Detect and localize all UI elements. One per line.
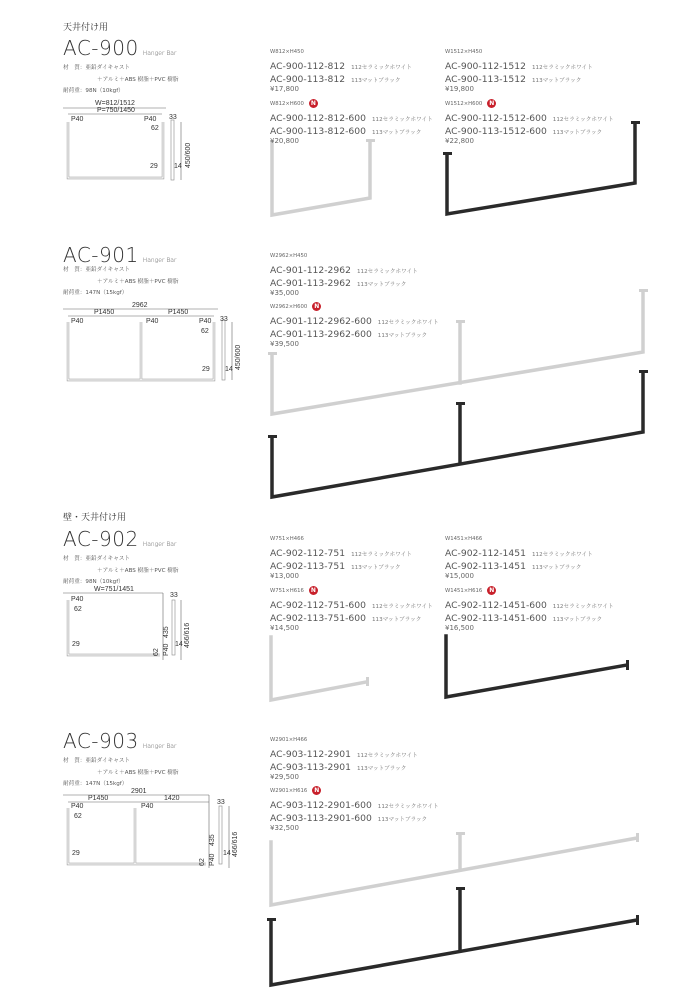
size-text: W1451×H466 xyxy=(445,536,483,542)
material-label: 材 質： xyxy=(63,556,86,562)
product-code: AC-901-113-2962-600 xyxy=(270,328,372,340)
color-name: 112セラミックホワイト xyxy=(377,320,439,326)
dim-label: 62 xyxy=(153,648,160,656)
load-row xyxy=(63,288,179,300)
product-row xyxy=(445,558,625,571)
dim-label: 62 xyxy=(199,858,206,866)
model-subtitle: Hanger Bar xyxy=(142,541,177,548)
ac-902-black-image xyxy=(446,636,627,697)
size-label xyxy=(445,47,625,58)
product-row xyxy=(270,746,450,759)
product-row xyxy=(270,58,450,71)
material-row xyxy=(63,756,179,768)
model-subtitle: Hanger Bar xyxy=(142,257,177,264)
product-code: AC-901-112-2962 xyxy=(270,265,351,276)
ac-901-black-image xyxy=(272,373,643,497)
size-label xyxy=(445,99,625,110)
spec-block xyxy=(63,554,179,589)
product-code: AC-902-113-751 xyxy=(270,560,346,572)
product-code: AC-900-113-1512 xyxy=(445,73,526,85)
size-label xyxy=(270,534,450,545)
variant-group xyxy=(445,586,625,634)
product-code: AC-903-113-2901 xyxy=(270,761,351,773)
color-name: 113マットブラック xyxy=(531,564,582,571)
spec-block xyxy=(63,265,179,300)
material-row xyxy=(63,63,179,75)
spec-block xyxy=(63,756,179,791)
color-name: 113マットブラック xyxy=(377,332,428,339)
model-name: AC-900 xyxy=(63,36,139,60)
model-title xyxy=(63,243,176,267)
color-name: 112セラミックホワイト xyxy=(552,604,614,610)
model-subtitle: Hanger Bar xyxy=(142,50,177,57)
size-text: W2901×H466 xyxy=(270,737,308,743)
variant-group xyxy=(270,586,450,634)
material-row-2: ＋アルミ＋ABS 樹脂＋PVC 樹脂 xyxy=(97,76,179,83)
dim-label: 2901 xyxy=(131,788,147,795)
dim-label: 435 xyxy=(163,626,170,638)
model-name: AC-901 xyxy=(63,243,139,267)
color-name: 112セラミックホワイト xyxy=(351,552,412,558)
price: ¥16,500 xyxy=(445,624,474,632)
color-name: 113マットブラック xyxy=(552,129,603,136)
model-title xyxy=(63,527,176,551)
diagram-ac-902-labels xyxy=(71,586,191,656)
color-name: 112セラミックホワイト xyxy=(356,753,418,759)
size-text: W2962×H450 xyxy=(270,253,308,259)
product-row xyxy=(445,597,625,610)
load-row xyxy=(63,86,179,98)
load-label: 耐荷重： xyxy=(63,88,86,94)
ac-900-white-image xyxy=(272,142,370,215)
product-row xyxy=(270,275,450,288)
dim-label: 29 xyxy=(150,163,158,170)
diagram-ac-901-labels xyxy=(71,302,242,373)
product-row xyxy=(270,71,450,84)
dim-label: P40 xyxy=(71,116,84,123)
product-code: AC-901-113-2962 xyxy=(270,277,351,289)
dim-label: 62 xyxy=(151,125,159,132)
price: ¥19,800 xyxy=(445,85,474,93)
dim-label: 33 xyxy=(169,114,177,121)
color-name: 112セラミックホワイト xyxy=(552,117,614,123)
product-code: AC-900-112-1512 xyxy=(445,61,526,72)
dim-label: P40 xyxy=(141,803,154,810)
price: ¥29,500 xyxy=(270,773,299,781)
section-label: 壁・天井付け用 xyxy=(63,513,127,523)
variant-group xyxy=(270,534,450,582)
product-code: AC-903-112-2901 xyxy=(270,749,351,760)
ac-902-white-image xyxy=(271,637,366,700)
material-value: 亜鉛ダイキャスト xyxy=(85,267,131,273)
price: ¥35,000 xyxy=(270,289,299,297)
dim-label: 14 xyxy=(174,163,182,170)
size-text: W812×H600 xyxy=(270,101,304,107)
product-code: AC-900-113-812 xyxy=(270,73,346,85)
product-row xyxy=(270,326,450,339)
price: ¥20,800 xyxy=(270,137,299,145)
model-title xyxy=(63,729,176,753)
color-name: 113マットブラック xyxy=(351,77,401,84)
dim-label: 62 xyxy=(201,328,209,335)
load-value: 147N（15kgf） xyxy=(85,290,128,296)
product-row xyxy=(270,759,450,772)
product-row xyxy=(270,313,450,326)
dim-label: 33 xyxy=(170,592,178,599)
dim-label: W=812/1512 xyxy=(95,100,135,107)
dim-label: 62 xyxy=(74,606,82,613)
product-code: AC-903-113-2901-600 xyxy=(270,812,372,824)
size-text: W812×H450 xyxy=(270,49,304,55)
model-name: AC-903 xyxy=(63,729,139,753)
product-row xyxy=(270,810,450,823)
size-label xyxy=(270,47,450,58)
color-name: 113マットブラック xyxy=(531,77,582,84)
size-text: W751×H466 xyxy=(270,536,304,542)
product-code: AC-900-112-812 xyxy=(270,61,346,72)
size-label xyxy=(270,586,450,597)
load-label: 耐荷重： xyxy=(63,781,86,787)
price: ¥13,000 xyxy=(270,572,299,580)
product-row xyxy=(270,262,450,275)
price: ¥14,500 xyxy=(270,624,299,632)
price: ¥17,800 xyxy=(270,85,299,93)
color-name: 112セラミックホワイト xyxy=(531,552,593,558)
variant-group xyxy=(270,302,450,350)
color-name: 112セラミックホワイト xyxy=(356,269,418,275)
dim-label: P=750/1450 xyxy=(97,107,135,114)
size-label xyxy=(270,99,450,110)
variant-group xyxy=(270,735,450,783)
material-value: 亜鉛ダイキャスト xyxy=(85,556,131,562)
material-row-2: ＋アルミ＋ABS 樹脂＋PVC 樹脂 xyxy=(97,769,179,776)
material-value: 亜鉛ダイキャスト xyxy=(85,758,131,764)
product-code: AC-902-112-1451-600 xyxy=(445,600,547,611)
dim-label: P40 xyxy=(144,116,157,123)
color-name: 113マットブラック xyxy=(356,765,407,772)
color-name: 113マットブラック xyxy=(371,616,422,623)
dim-label: 14 xyxy=(175,641,183,648)
price: ¥15,000 xyxy=(445,572,474,580)
dim-label: P40 xyxy=(209,853,216,866)
dim-label: 29 xyxy=(72,850,80,857)
dim-label: 450/600 xyxy=(185,142,192,168)
color-name: 112セラミックホワイト xyxy=(351,65,412,71)
new-badge: N xyxy=(314,787,320,794)
load-row xyxy=(63,577,179,589)
color-name: 113マットブラック xyxy=(351,564,401,571)
product-row xyxy=(445,110,625,123)
dim-label: P40 xyxy=(199,318,212,325)
dim-label: 33 xyxy=(220,316,228,323)
dim-label: P40 xyxy=(163,643,170,656)
dim-label: P40 xyxy=(71,596,84,603)
new-badge: N xyxy=(310,587,316,594)
dim-label: 466/616 xyxy=(232,831,239,857)
model-subtitle: Hanger Bar xyxy=(142,743,177,750)
variant-group xyxy=(270,47,450,95)
product-row xyxy=(270,110,450,123)
variant-group xyxy=(445,47,625,95)
product-code: AC-900-112-812-600 xyxy=(270,113,366,124)
material-row-2: ＋アルミ＋ABS 樹脂＋PVC 樹脂 xyxy=(97,567,179,574)
material-row-2: ＋アルミ＋ABS 樹脂＋PVC 樹脂 xyxy=(97,278,179,285)
size-text: W1512×H450 xyxy=(445,49,483,55)
size-text: W2962×H600 xyxy=(270,304,308,310)
load-value: 147N（15kgf） xyxy=(85,781,128,787)
dim-label: 450/600 xyxy=(235,344,242,370)
ac-903-white-image xyxy=(271,835,637,905)
dim-label: P1450 xyxy=(88,795,109,802)
price: ¥39,500 xyxy=(270,340,299,348)
product-code: AC-902-113-1451 xyxy=(445,560,526,572)
spec-block xyxy=(63,63,179,98)
product-row xyxy=(270,610,450,623)
product-row xyxy=(270,558,450,571)
size-text: W1451×H616 xyxy=(445,588,483,594)
load-value: 98N（10kgf） xyxy=(85,579,124,585)
material-row xyxy=(63,554,179,566)
product-row xyxy=(270,123,450,136)
color-name: 112セラミックホワイト xyxy=(371,117,433,123)
load-value: 98N（10kgf） xyxy=(85,88,124,94)
size-label xyxy=(270,735,450,746)
new-badge: N xyxy=(310,100,316,107)
material-value: 亜鉛ダイキャスト xyxy=(85,65,131,71)
dim-label: P1450 xyxy=(94,309,115,316)
product-code: AC-902-112-1451 xyxy=(445,548,526,559)
dim-label: P40 xyxy=(71,318,84,325)
dim-label: 33 xyxy=(217,799,225,806)
dim-label: 435 xyxy=(209,834,216,846)
color-name: 113マットブラック xyxy=(371,129,422,136)
size-label xyxy=(270,251,450,262)
dim-label: W=751/1451 xyxy=(94,586,134,593)
dim-label: P1450 xyxy=(168,309,189,316)
load-label: 耐荷重： xyxy=(63,579,86,585)
size-text: W1512×H600 xyxy=(445,101,483,107)
size-text: W751×H616 xyxy=(270,588,304,594)
color-name: 113マットブラック xyxy=(552,616,603,623)
dim-label: P40 xyxy=(71,803,84,810)
dim-label: 2962 xyxy=(132,302,148,309)
variant-group xyxy=(270,786,450,834)
section-label: 天井付け用 xyxy=(63,23,109,33)
model-title xyxy=(63,36,176,60)
dim-label: 14 xyxy=(223,850,231,857)
product-code: AC-902-112-751 xyxy=(270,548,346,559)
product-row xyxy=(445,58,625,71)
variant-group xyxy=(270,251,450,299)
dim-label: P40 xyxy=(146,318,159,325)
dim-label: 29 xyxy=(72,641,80,648)
product-code: AC-900-112-1512-600 xyxy=(445,113,547,124)
color-name: 112セラミックホワイト xyxy=(377,804,439,810)
new-badge: N xyxy=(314,303,320,310)
material-label: 材 質： xyxy=(63,758,86,764)
product-row xyxy=(445,545,625,558)
variant-group xyxy=(445,99,625,147)
variant-group xyxy=(445,534,625,582)
product-code: AC-901-112-2962-600 xyxy=(270,316,372,327)
new-badge: N xyxy=(489,587,495,594)
variant-group xyxy=(270,99,450,147)
product-row xyxy=(270,797,450,810)
material-label: 材 質： xyxy=(63,65,86,71)
load-label: 耐荷重： xyxy=(63,290,86,296)
price: ¥32,500 xyxy=(270,824,299,832)
product-row xyxy=(445,71,625,84)
product-code: AC-903-112-2901-600 xyxy=(270,800,372,811)
product-row xyxy=(445,610,625,623)
size-label xyxy=(445,586,625,597)
diagram-ac-903-labels xyxy=(71,788,239,866)
price: ¥22,800 xyxy=(445,137,474,145)
dim-label: 14 xyxy=(225,366,233,373)
model-name: AC-902 xyxy=(63,527,139,551)
dim-label: 1420 xyxy=(164,795,180,802)
size-label xyxy=(270,302,450,313)
color-name: 112セラミックホワイト xyxy=(371,604,433,610)
new-badge: N xyxy=(489,100,495,107)
color-name: 112セラミックホワイト xyxy=(531,65,593,71)
material-label: 材 質： xyxy=(63,267,86,273)
product-row xyxy=(445,123,625,136)
size-label xyxy=(270,786,450,797)
size-label xyxy=(445,534,625,545)
product-code: AC-900-113-1512-600 xyxy=(445,125,547,137)
product-row xyxy=(270,545,450,558)
product-row xyxy=(270,597,450,610)
dim-label: 62 xyxy=(74,813,82,820)
ac-903-black-image xyxy=(271,890,637,985)
product-code: AC-900-113-812-600 xyxy=(270,125,366,137)
product-code: AC-902-113-1451-600 xyxy=(445,612,547,624)
color-name: 113マットブラック xyxy=(377,816,428,823)
product-code: AC-902-113-751-600 xyxy=(270,612,366,624)
dim-label: 29 xyxy=(202,366,210,373)
product-code: AC-902-112-751-600 xyxy=(270,600,366,611)
load-row xyxy=(63,779,179,791)
color-name: 113マットブラック xyxy=(356,281,407,288)
dim-label: 466/616 xyxy=(184,622,191,648)
material-row xyxy=(63,265,179,277)
size-text: W2901×H616 xyxy=(270,788,308,794)
